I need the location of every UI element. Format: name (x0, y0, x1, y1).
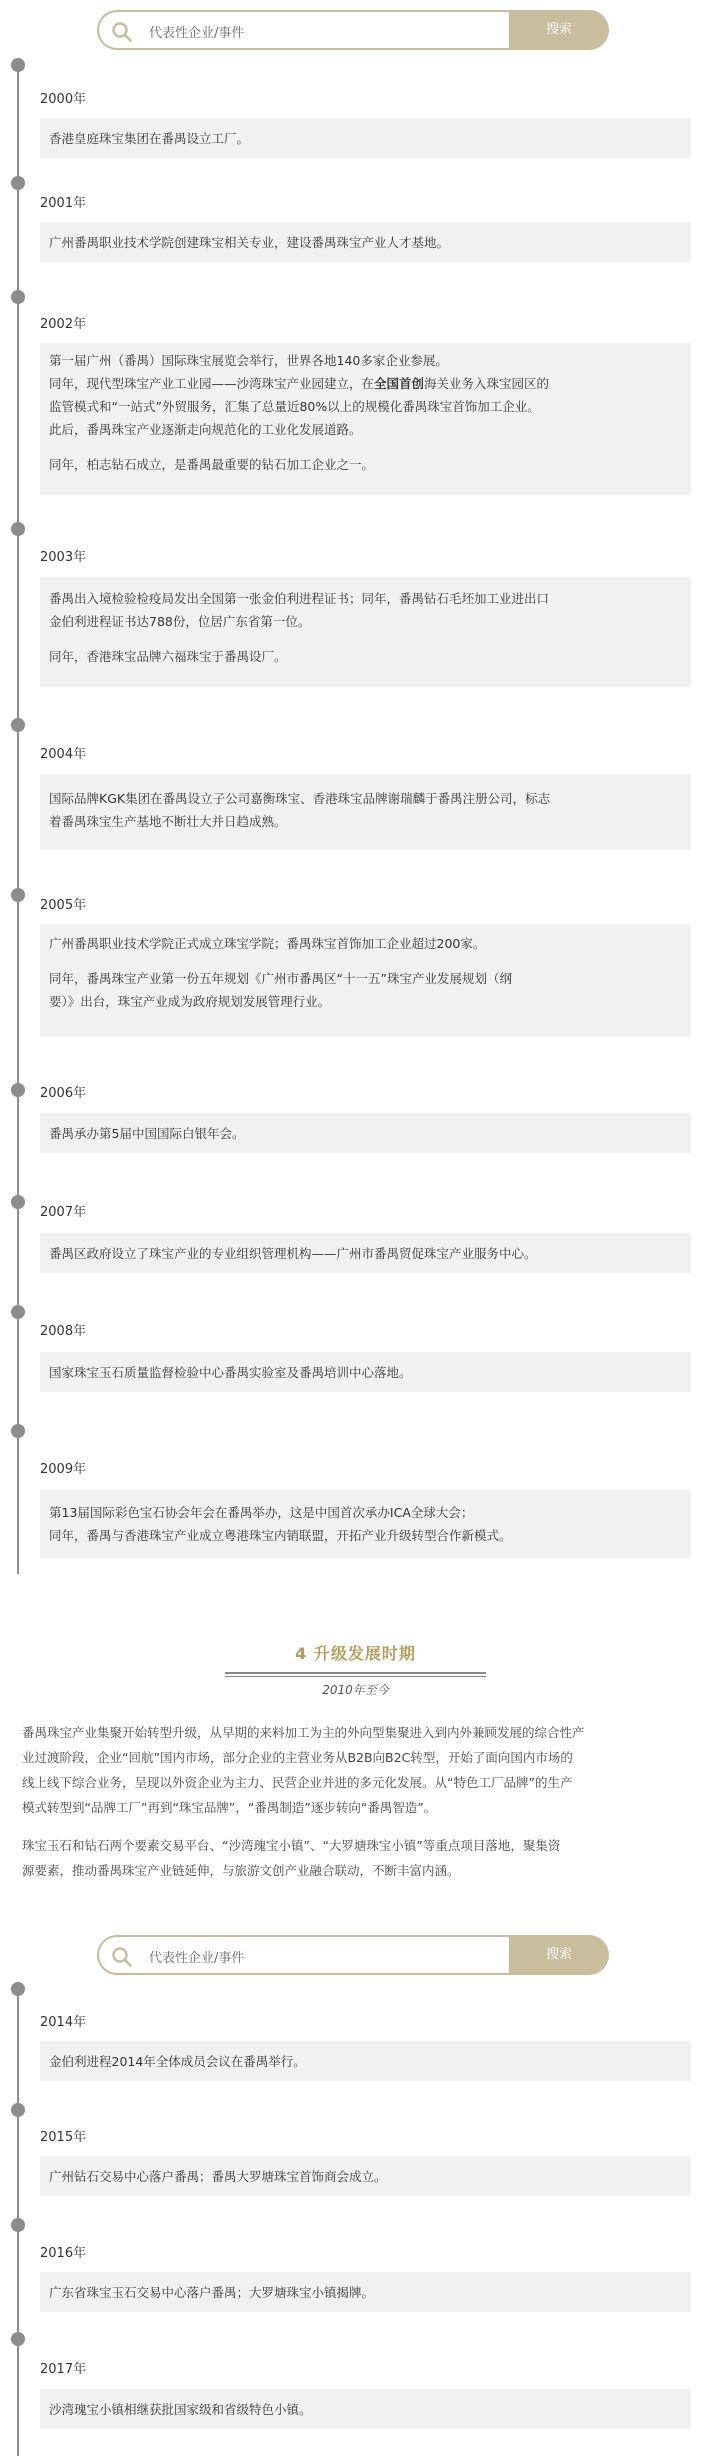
timeline-event-card (40, 2272, 691, 2312)
search-icon (111, 21, 133, 43)
event-text: 广东省珠宝玉石交易中心落户番禺；大罗塘珠宝小镇揭牌。 (49, 2285, 375, 2300)
search-icon (111, 1946, 133, 1968)
section-subtitle: 2010年至今 (322, 1683, 389, 1697)
paragraph-line: 模式转型到“品牌工厂”再到“珠宝品牌”，“番禺制造”逐步转向“番禺智造”。 (22, 1800, 437, 1815)
section-paragraph (22, 1720, 692, 1820)
event-text: 番禺承办第5届中国国际白银年会。 (49, 1126, 245, 1141)
event-text: 金伯利进程2014年全体成员会议在番禺举行。 (49, 2054, 306, 2069)
timeline-dot (11, 522, 25, 536)
event-text: 广州钻石交易中心落户番禺；番禺大罗塘珠宝首饰商会成立。 (49, 2169, 387, 2184)
timeline-year: 2003年 (40, 550, 87, 565)
timeline-dot (11, 176, 25, 190)
search-bar (97, 1935, 609, 1975)
timeline-year: 2000年 (40, 92, 87, 107)
timeline-year: 2005年 (40, 898, 87, 913)
event-text: 监管模式和“一站式”外贸服务，汇集了总量近80%以上的规模化番禺珠宝首饰加工企业。 (49, 399, 540, 414)
timeline-year: 2001年 (40, 196, 87, 211)
event-text: 第13届国际彩色宝石协会年会在番禺举办，这是中国首次承办ICA全球大会； (49, 1505, 474, 1520)
event-text: 金伯利进程证书达788份，位居广东省第一位。 (49, 614, 311, 629)
event-text: 国家珠宝玉石质量监督检验中心番禺实验室及番禺培训中心落地。 (49, 1365, 412, 1380)
timeline-dot (11, 2332, 25, 2346)
event-text: 此后，番禺珠宝产业逐渐走向规范化的工业化发展道路。 (49, 422, 362, 437)
event-text: 同年，柏志钻石成立，是番禺最重要的钻石加工企业之一。 (49, 457, 375, 472)
timeline-dot (11, 888, 25, 902)
timeline-dot (11, 58, 25, 72)
section-divider (225, 1672, 486, 1674)
paragraph-line: 线上线下综合业务，呈现以外资企业为主力、民营企业并进的多元化发展。从“特色工厂品牌”的生产 (22, 1775, 573, 1790)
event-text: 同年，番禺珠宝产业第一份五年规划《广州市番禺区“十一五”珠宝产业发展规划（纲 (49, 971, 512, 986)
event-text: 番禺区政府设立了珠宝产业的专业组织管理机构——广州市番禺贸促珠宝产业服务中心。 (49, 1246, 537, 1261)
timeline-event-card (40, 118, 691, 158)
event-text: 第一届广州（番禺）国际珠宝展览会举行，世界各地140多家企业参展。 (49, 353, 448, 368)
paragraph-line: 珠宝玉石和钻石两个要素交易平台、“沙湾瑰宝小镇”、“大罗塘珠宝小镇”等重点项目落地，聚集资 (22, 1838, 561, 1853)
timeline-dot (11, 1083, 25, 1097)
section-divider (225, 1676, 486, 1677)
timeline-year: 2009年 (40, 1462, 87, 1477)
event-text-bold-phrase: 同年，现代型珠宝产业工业园——沙湾珠宝产业园建立，在全国首创海关业务入珠宝园区的 (49, 376, 550, 391)
timeline-dot (11, 1195, 25, 1209)
timeline-event-card (40, 924, 691, 1037)
timeline-dot (11, 1305, 25, 1319)
timeline-event-card (40, 2156, 691, 2196)
event-text: 同年，香港珠宝品牌六福珠宝于番禺设厂。 (49, 649, 287, 664)
timeline-year: 2016年 (40, 2246, 87, 2261)
timeline-year: 2014年 (40, 2015, 87, 2030)
event-text: 国际品牌KGK集团在番禺设立子公司嘉衡珠宝、香港珠宝品牌谢瑞麟于番禺注册公司，标志 (49, 791, 551, 806)
timeline-year: 2006年 (40, 1086, 87, 1101)
search-placeholder: 代表性企业/事件 (149, 1951, 245, 1966)
event-text: 同年，番禺与香港珠宝产业成立粤港珠宝内销联盟，开拓产业升级转型合作新模式。 (49, 1528, 512, 1543)
timeline-year: 2017年 (40, 2362, 87, 2377)
paragraph-line: 业过渡阶段，企业“回航”国内市场，部分企业的主营业务从B2B向B2C转型，开始了面向国内市场的 (22, 1750, 573, 1765)
timeline-event-card (40, 222, 691, 262)
timeline-year: 2007年 (40, 1205, 87, 1220)
search-input[interactable] (97, 1935, 509, 1975)
timeline-dot (11, 2103, 25, 2117)
timeline-event-card (40, 1233, 691, 1273)
event-text: 香港皇庭珠宝集团在番禺设立工厂。 (49, 131, 250, 146)
timeline-year: 2008年 (40, 1324, 87, 1339)
section-title: 4 升级发展时期 (295, 1644, 416, 1663)
timeline-event-card (40, 577, 691, 687)
event-text: 广州番禺职业技术学院正式成立珠宝学院；番禺珠宝首饰加工企业超过200家。 (49, 936, 486, 951)
search-button[interactable]: 搜索 (509, 10, 609, 50)
search-placeholder: 代表性企业/事件 (149, 26, 245, 41)
paragraph-line: 番禺珠宝产业集聚开始转型升级，从早期的来料加工为主的外向型集聚进入到内外兼顾发展的综合性产 (22, 1725, 585, 1740)
timeline-event-card (40, 343, 691, 495)
event-text: 着番禺珠宝生产基地不断壮大并日趋成熟。 (49, 814, 287, 829)
timeline-event-card (40, 1352, 691, 1392)
paragraph-line: 源要素，推动番禺珠宝产业链延伸，与旅游文创产业融合联动，不断丰富内涵。 (22, 1863, 460, 1878)
event-text: 广州番禺职业技术学院创建珠宝相关专业，建设番禺珠宝产业人才基地。 (49, 235, 450, 250)
event-text: 要）》出台，珠宝产业成为政府规划发展管理行业。 (49, 994, 331, 1009)
timeline-year: 2002年 (40, 317, 87, 332)
timeline-event-card (40, 1490, 691, 1558)
bold-phrase: 全国首创 (374, 376, 425, 391)
search-bar (97, 10, 609, 50)
timeline-event-card (40, 2389, 691, 2429)
event-text: 沙湾瑰宝小镇相继获批国家级和省级特色小镇。 (49, 2402, 312, 2417)
timeline-dot (11, 1424, 25, 1438)
search-button[interactable]: 搜索 (509, 1935, 609, 1975)
section-paragraph (22, 1833, 692, 1883)
event-text: 番禺出入境检验检疫局发出全国第一张金伯利进程证书；同年，番禺钻石毛坯加工业进出口 (49, 591, 550, 606)
timeline-year: 2015年 (40, 2130, 87, 2145)
timeline-dot (11, 290, 25, 304)
timeline-dot (11, 1982, 25, 1996)
timeline-event-card (40, 1113, 691, 1153)
timeline-event-card (40, 2041, 691, 2081)
timeline-dot (11, 718, 25, 732)
search-input[interactable] (97, 10, 509, 50)
timeline-event-card (40, 774, 691, 850)
timeline-year: 2004年 (40, 747, 87, 762)
timeline-dot (11, 2218, 25, 2232)
